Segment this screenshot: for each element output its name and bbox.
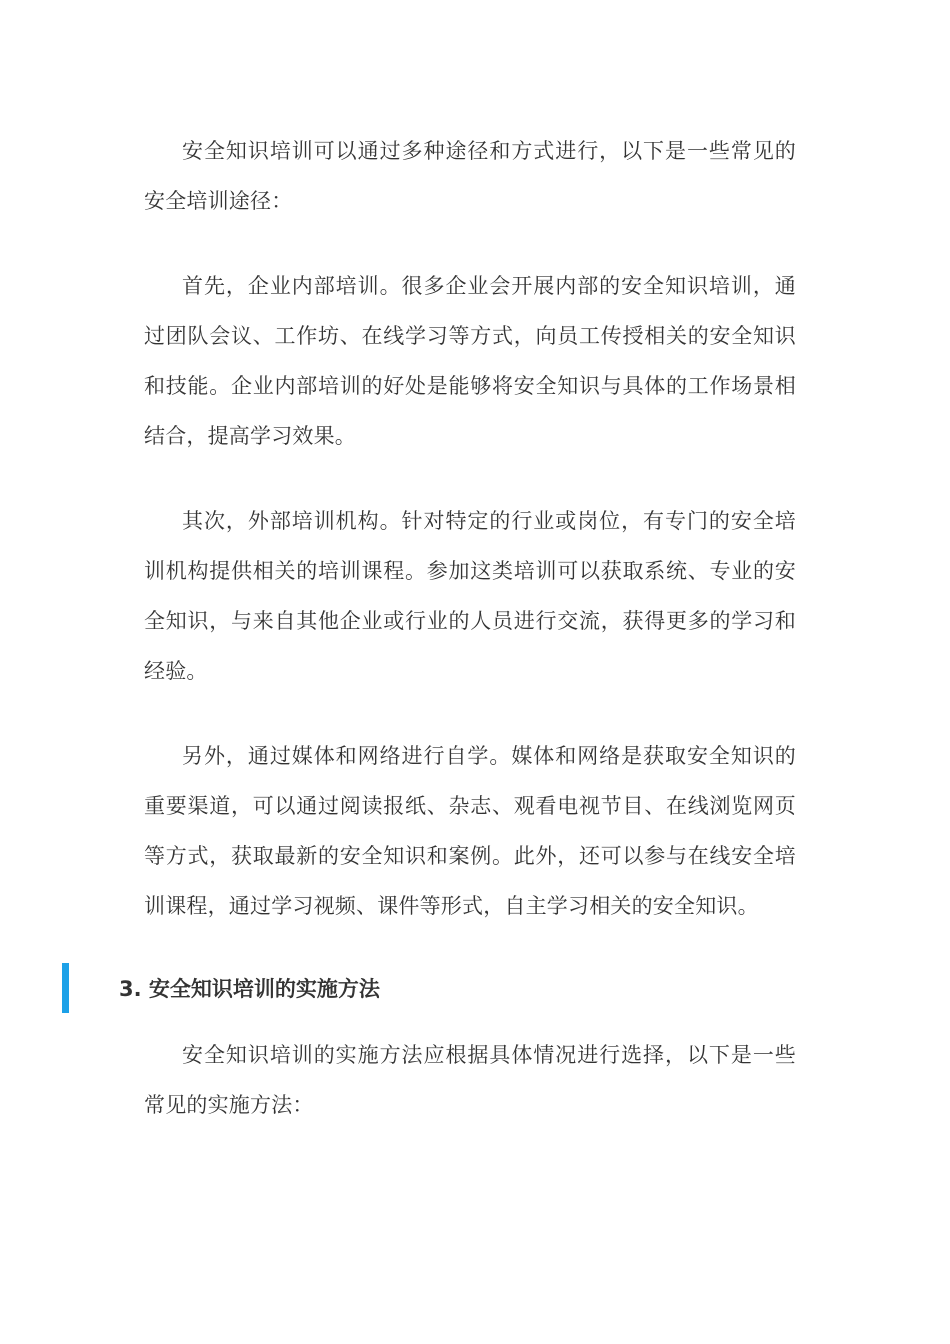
paragraph-self-study: 另外，通过媒体和网络进行自学。媒体和网络是获取安全知识的重要渠道，可以通过阅读报纸、杂志、观看电视节目、在线浏览网页等方式，获取最新的安全知识和案例。此外，还可以参与在线安全培训课程，通过学习视频、课件等形式，自主学习相关的安全知识。 [144, 744, 796, 918]
paragraph-external-training: 其次，外部培训机构。针对特定的行业或岗位，有专门的安全培训机构提供相关的培训课程。参加这类培训可以获取系统、专业的安全知识，与来自其他企业或行业的人员进行交流，获得更多的学习和经验。 [144, 509, 796, 683]
section-heading-accent-bar [62, 963, 69, 1013]
section-heading: 3. 安全知识培训的实施方法 [119, 977, 380, 1001]
paragraph-intro: 安全知识培训可以通过多种途径和方式进行，以下是一些常见的安全培训途径： [144, 139, 796, 213]
paragraph-methods-intro: 安全知识培训的实施方法应根据具体情况进行选择，以下是一些常见的实施方法： [144, 1043, 796, 1117]
paragraph-internal-training: 首先，企业内部培训。很多企业会开展内部的安全知识培训，通过团队会议、工作坊、在线学习等方式，向员工传授相关的安全知识和技能。企业内部培训的好处是能够将安全知识与具体的工作场景相结合，提高学习效果。 [144, 274, 796, 448]
